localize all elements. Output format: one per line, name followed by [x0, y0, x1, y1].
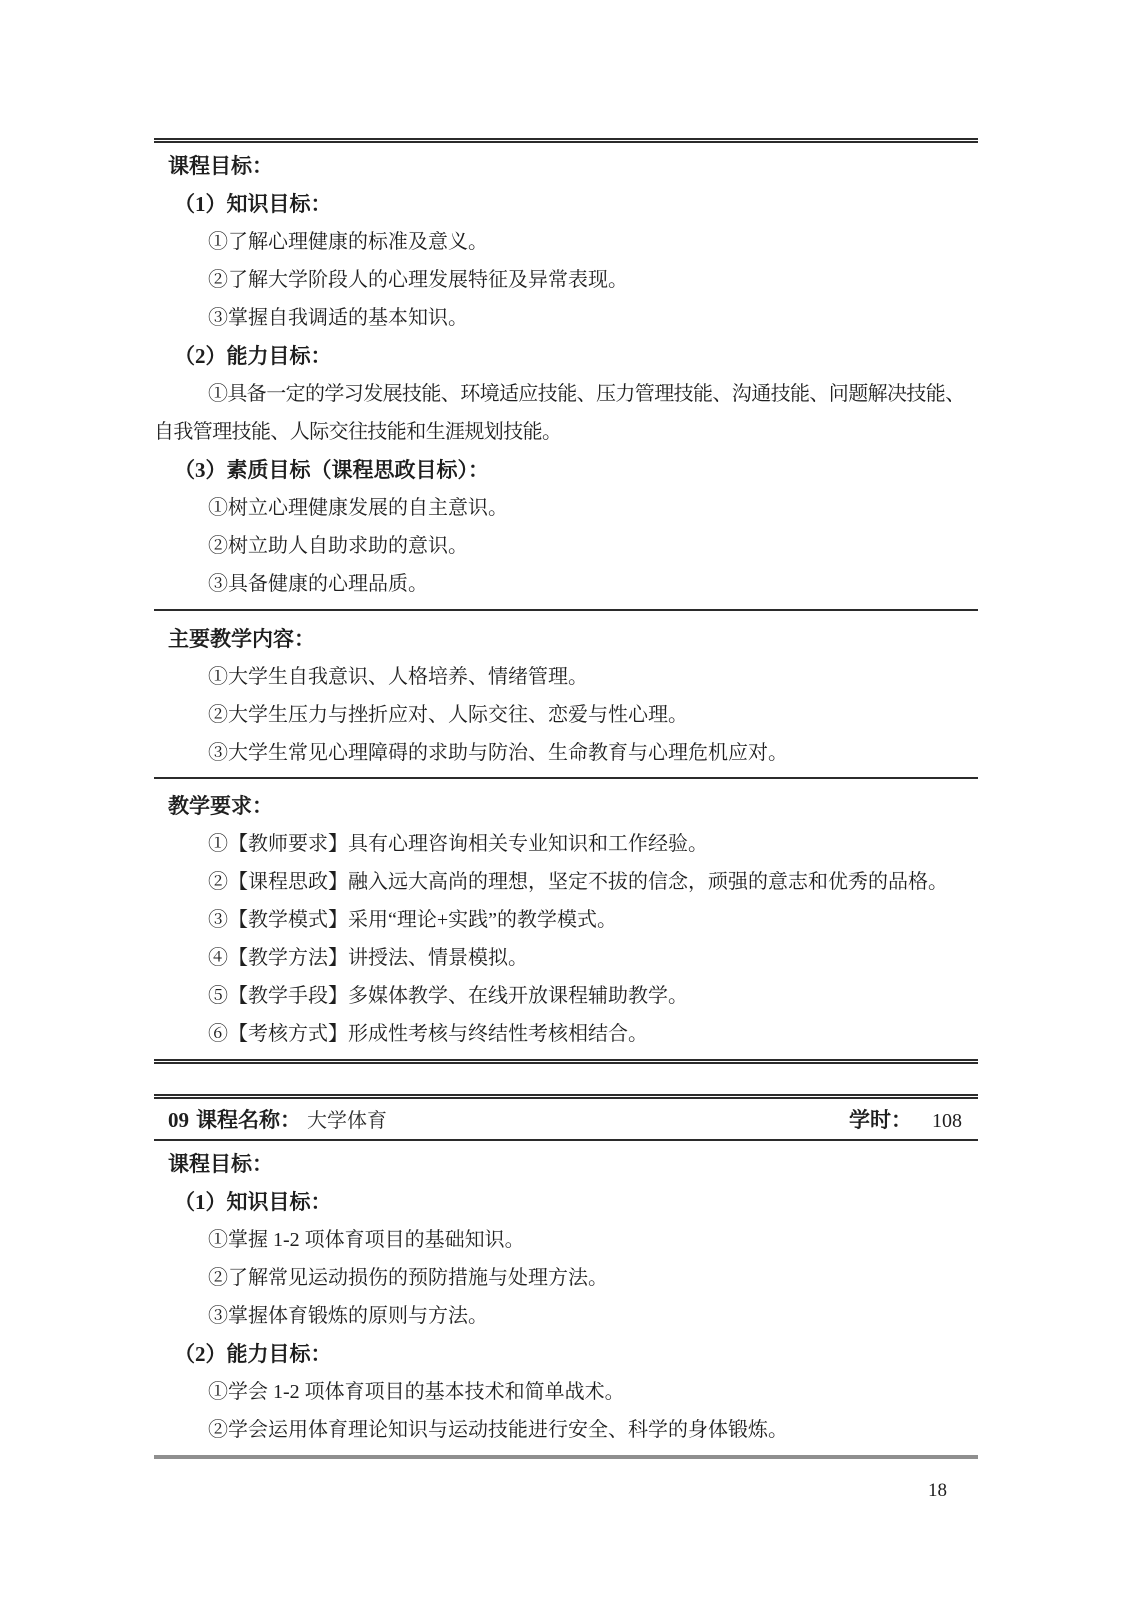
teaching-content-item: ③大学生常见心理障碍的求助与防治、生命教育与心理危机应对。 — [208, 742, 788, 764]
knowledge-goal-item: ①了解心理健康的标准及意义。 — [208, 231, 488, 253]
page-break-line — [154, 1455, 978, 1459]
quality-goal-item: ②树立助人自助求助的意识。 — [208, 535, 468, 557]
ability-goal-item: ①具备一定的学习发展技能、环境适应技能、压力管理技能、沟通技能、问题解决技能、自我管理技能、人际交往技能和生涯规划技能。 — [154, 383, 965, 443]
knowledge-goal-subheading: （1）知识目标： — [174, 1190, 332, 1214]
course-hours-group — [849, 1104, 962, 1134]
section-heading: 教学要求： — [168, 794, 273, 818]
quality-goal-item: ③具备健康的心理品质。 — [208, 573, 428, 595]
course-number: 09 — [168, 1108, 189, 1132]
course-09-table-block — [154, 1094, 978, 1455]
ability-goal-subheading: （2）能力目标： — [174, 1342, 332, 1366]
ability-goal-subheading: （2）能力目标： — [174, 344, 332, 368]
teaching-requirement-item: ⑥【考核方式】形成性考核与终结性考核相结合。 — [208, 1023, 648, 1045]
document-body — [154, 138, 978, 1459]
knowledge-goal-item: ②了解常见运动损伤的预防措施与处理方法。 — [208, 1267, 608, 1289]
ability-goal-item: ①学会 1-2 项体育项目的基本技术和简单战术。 — [208, 1381, 625, 1403]
teaching-content-section — [154, 609, 978, 777]
course-name-label: 课程名称： — [196, 1108, 301, 1132]
course-objectives-section — [154, 1141, 978, 1455]
teaching-requirement-item: ②【课程思政】融入远大高尚的理想，坚定不拔的信念，顽强的意志和优秀的品格。 — [208, 871, 948, 893]
course-name: 大学体育 — [307, 1110, 387, 1132]
quality-goal-item: ①树立心理健康发展的自主意识。 — [208, 497, 508, 519]
course-08-table-block — [154, 138, 978, 1064]
knowledge-goal-subheading: （1）知识目标： — [174, 192, 332, 216]
teaching-content-item: ①大学生自我意识、人格培养、情绪管理。 — [208, 666, 588, 688]
knowledge-goal-item: ③掌握体育锻炼的原则与方法。 — [208, 1305, 488, 1327]
course-title-group — [168, 1104, 387, 1134]
hours-label: 学时： — [849, 1108, 912, 1132]
knowledge-goal-item: ②了解大学阶段人的心理发展特征及异常表现。 — [208, 269, 628, 291]
ability-goal-item: ②学会运用体育理论知识与运动技能进行安全、科学的身体锻炼。 — [208, 1419, 788, 1441]
hours-value: 108 — [932, 1110, 962, 1132]
quality-goal-subheading: （3）素质目标（课程思政目标）： — [174, 458, 489, 482]
teaching-requirements-section — [154, 777, 978, 1059]
knowledge-goal-item: ①掌握 1-2 项体育项目的基础知识。 — [208, 1229, 525, 1251]
section-heading: 课程目标： — [168, 1152, 273, 1176]
course-09-header-row — [154, 1099, 978, 1141]
course-objectives-section — [154, 143, 978, 609]
block-spacer — [154, 1064, 978, 1094]
page-number: 18 — [928, 1480, 947, 1501]
section-heading: 主要教学内容： — [168, 627, 315, 651]
section-heading: 课程目标： — [168, 154, 273, 178]
knowledge-goal-item: ③掌握自我调适的基本知识。 — [208, 307, 468, 329]
teaching-requirement-item: ④【教学方法】讲授法、情景模拟。 — [208, 947, 528, 969]
teaching-requirement-item: ①【教师要求】具有心理咨询相关专业知识和工作经验。 — [208, 833, 708, 855]
teaching-requirement-item: ③【教学模式】采用“理论+实践”的教学模式。 — [208, 909, 618, 931]
teaching-content-item: ②大学生压力与挫折应对、人际交往、恋爱与性心理。 — [208, 704, 688, 726]
teaching-requirement-item: ⑤【教学手段】多媒体教学、在线开放课程辅助教学。 — [208, 985, 688, 1007]
